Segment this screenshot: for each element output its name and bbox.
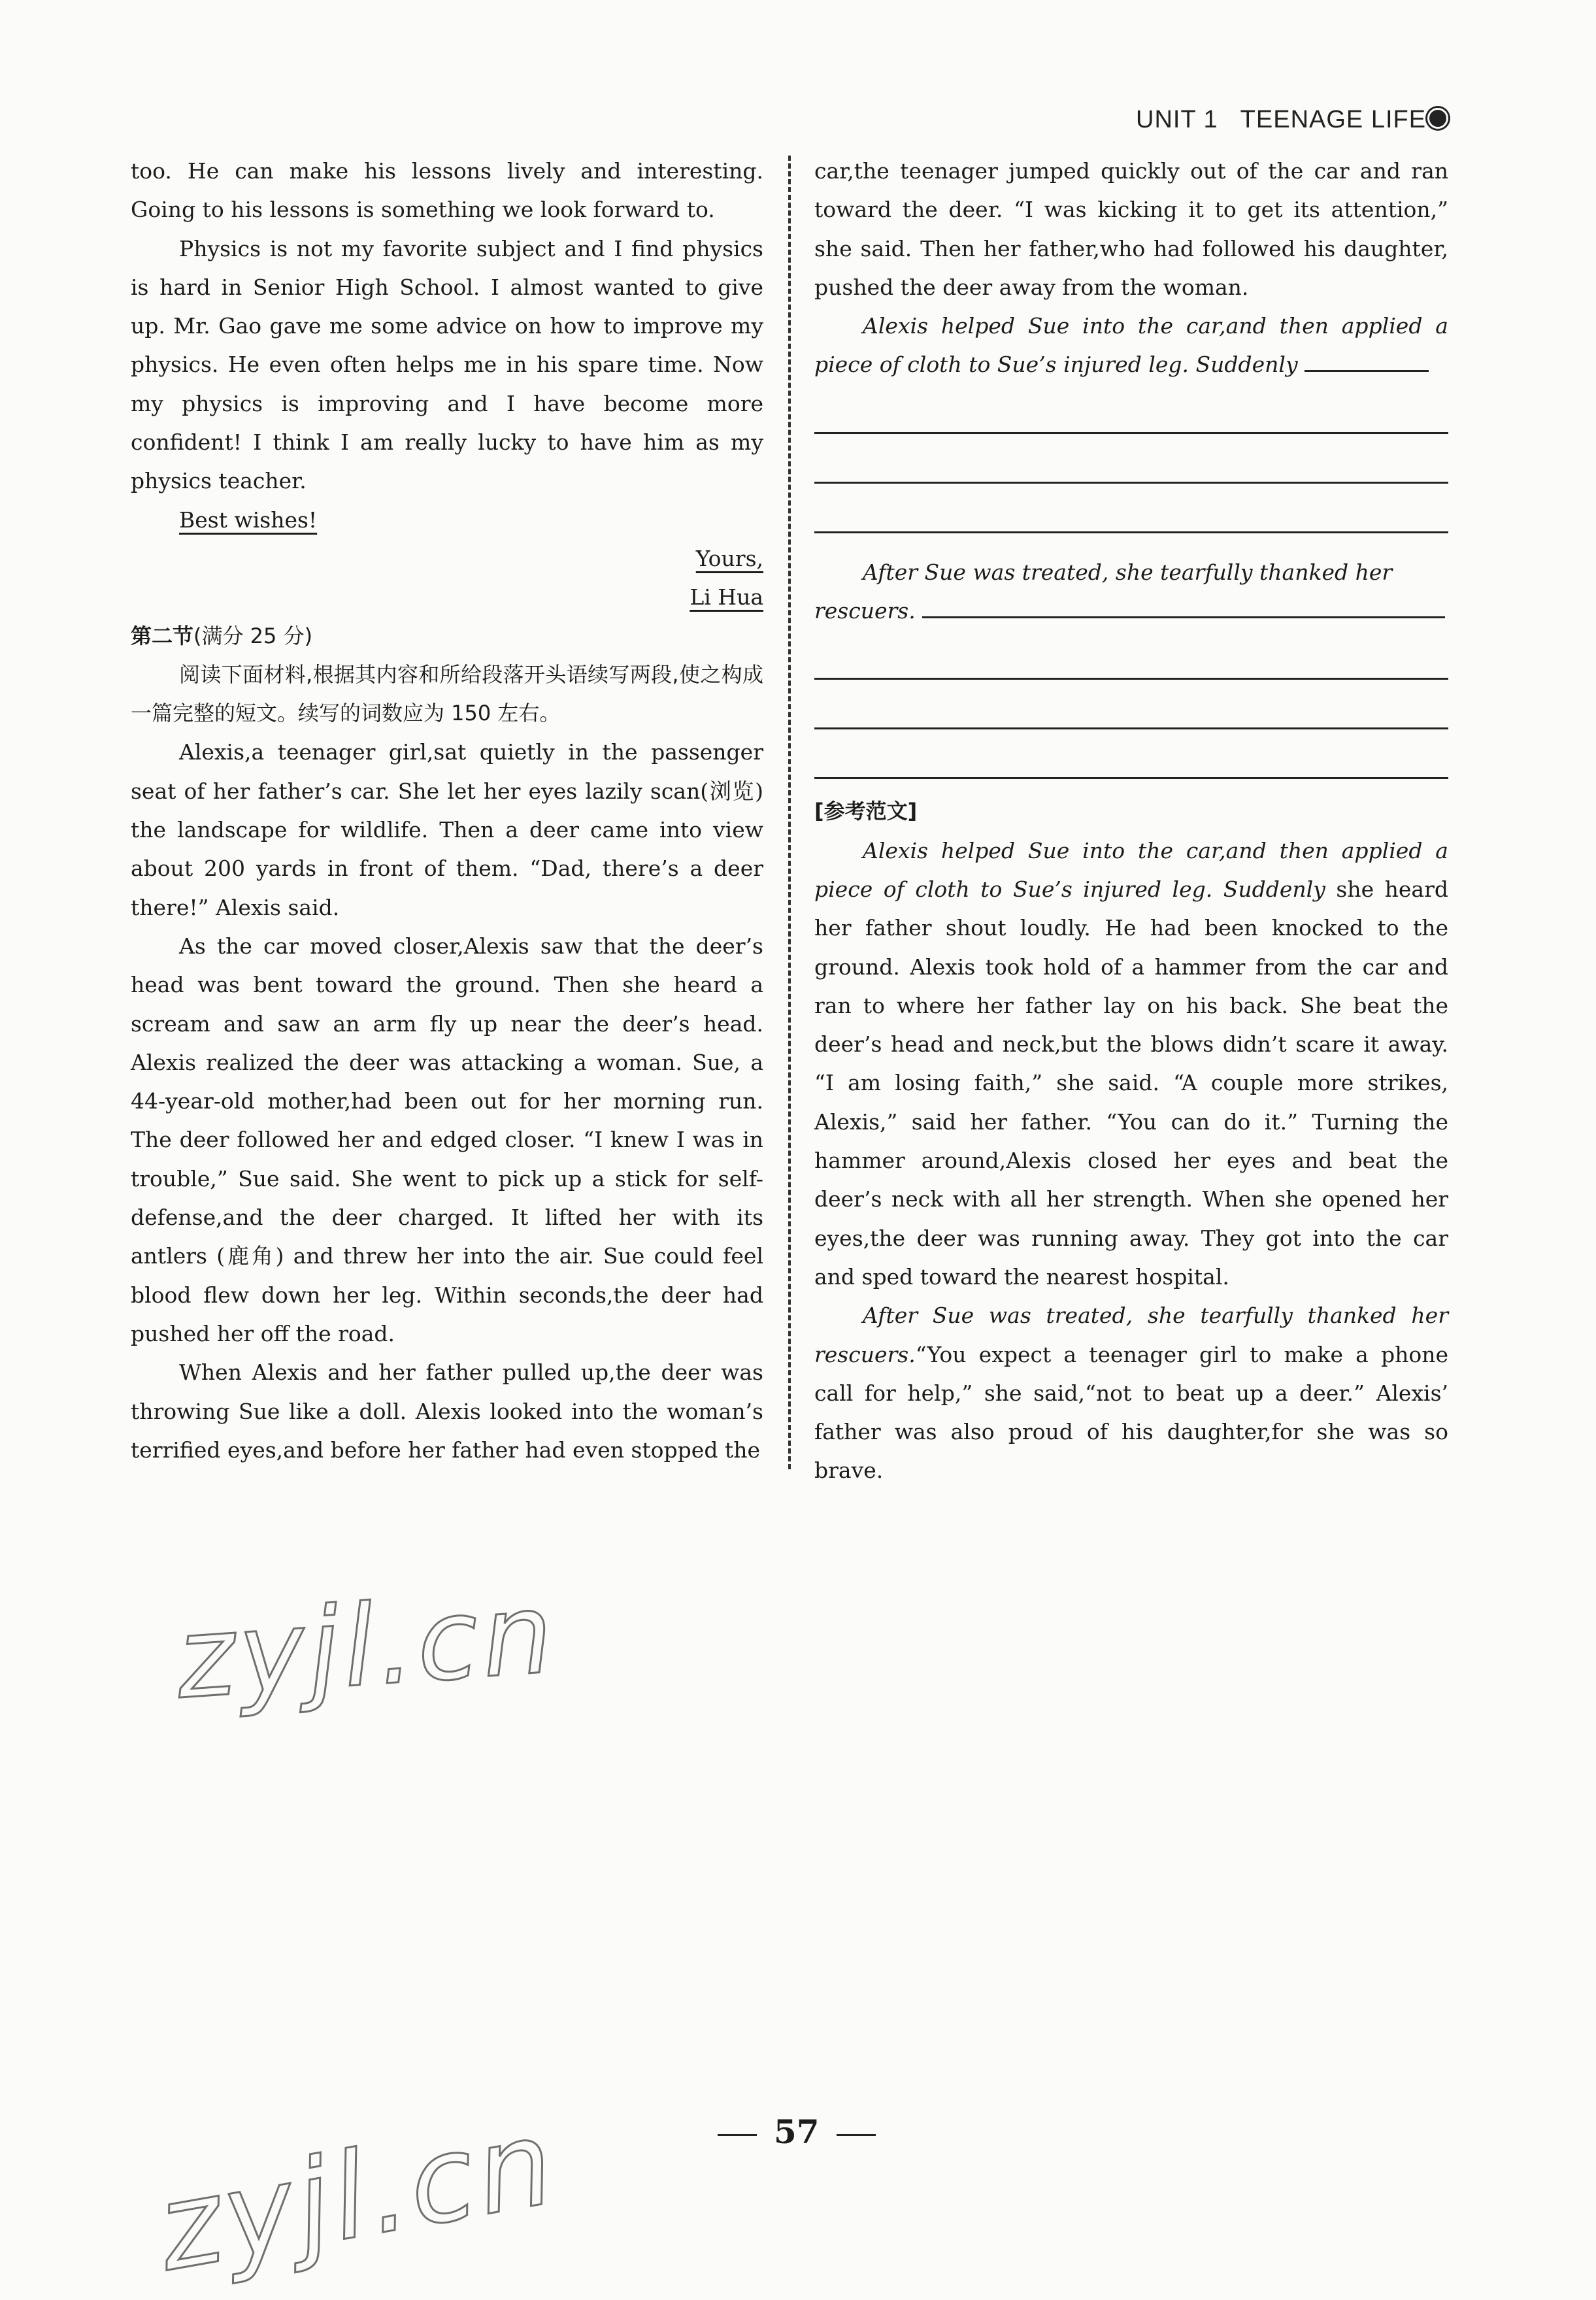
answer-line[interactable] xyxy=(814,482,1448,484)
letter-paragraph: Physics is not my favorite subject and I find physics is hard in Senior High School. I almost wanted to give up. Mr. Gao gave me some advice on how to improve my physics. He even often helps me in his spare time. Now my physics is improving and I have become more confident! I think I am really lucky to have him as my physics teacher. xyxy=(131,235,763,494)
answer-line[interactable] xyxy=(814,678,1448,680)
story-paragraph: As the car moved closer,Alexis saw that the deer’s head was bent toward the ground. Then she heard a scream and saw an arm fly up near the deer’s head. Alexis realized the deer was attacking a woman. Sue, a 44-year-old mother,had been out for her morning run. The deer followed her and edged closer. “I knew I was in trouble,” Sue said. She went to pick up a stick for self-defense,and the deer charged. It lifted her with its antlers (鹿角) and threw her into the air. Sue could feel blood flew down her leg. Within seconds,the deer had pushed her off the road. xyxy=(131,933,763,1346)
unit-label: UNIT 1 xyxy=(1136,106,1218,133)
continuation-prompt-end: rescuers. xyxy=(814,592,1448,630)
answer-blank[interactable] xyxy=(1305,352,1429,372)
story-paragraph: Alexis,a teenager girl,sat quietly in the passenger seat of her father’s car. She let her eyes lazily scan(浏览) the landscape for wildlife. Then a deer came into view about 200 yards in front of them. “Dad, there’s a deer there!” Alexis said. xyxy=(131,739,763,920)
letter-paragraph: too. He can make his lessons lively and interesting. Going to his lessons is something we look forward to. xyxy=(131,158,763,223)
section-title: 第二节(满分 25 分) xyxy=(131,623,313,648)
column-divider xyxy=(788,156,791,1469)
page-header xyxy=(1136,106,1448,134)
story-paragraph: When Alexis and her father pulled up,the deer was throwing Sue like a doll. Alexis looked into the woman’s terrified eyes,and before her father had even stopped the xyxy=(131,1359,763,1463)
answer-lines xyxy=(814,432,1448,533)
letter-yours: Yours, xyxy=(695,545,763,571)
page-number: 57 xyxy=(701,2112,893,2151)
bullet-icon xyxy=(1427,108,1448,129)
answer-blank[interactable] xyxy=(922,598,1445,618)
section-instruction: 阅读下面材料,根据其内容和所给段落开头语续写两段,使之构成一篇完整的短文。续写的词数应为 150 左右。 xyxy=(131,661,763,726)
letter-closing: Best wishes! xyxy=(179,507,318,533)
letter-signature: Li Hua xyxy=(690,584,763,610)
watermark: zyjl.cn xyxy=(148,2093,567,2298)
continuation-prompt: After Sue was treated, she tearfully thanked her xyxy=(863,559,1393,585)
answer-line[interactable] xyxy=(814,432,1448,434)
continuation-prompt: Alexis helped Sue into the car,and then applied a piece of cloth to Sue’s injured leg. Suddenly xyxy=(814,313,1448,378)
left-column xyxy=(131,152,763,1469)
watermark: zyjl.cn xyxy=(172,1568,561,1725)
reference-paragraph: Alexis helped Sue into the car,and then applied a piece of cloth to Sue’s injured leg. Suddenly she heard her father shout loudly. He had been knocked to the ground. Alexis took hold of a hammer from the car and ran to where her father lay on his back. She beat the deer’s head and neck,but the blows didn’t scare it away. “I am losing faith,” she said. “A couple more strikes, Alexis,” said her father. “You can do it.” Turning the hammer around,Alexis closed her eyes and beat the deer’s neck with all her strength. When she opened her eyes,the deer was running away. They got into the car and sped toward the nearest hospital. xyxy=(814,837,1448,1290)
right-column xyxy=(814,152,1448,1490)
story-paragraph: car,the teenager jumped quickly out of the car and ran toward the deer. “I was kicking it to get its attention,” she said. Then her father,who had followed his daughter, pushed the deer away from the woman. xyxy=(814,158,1448,300)
answer-line[interactable] xyxy=(814,531,1448,533)
answer-line[interactable] xyxy=(814,727,1448,729)
reference-label: [参考范文] xyxy=(814,799,918,824)
answer-lines xyxy=(814,678,1448,779)
reference-paragraph: After Sue was treated, she tearfully thanked her rescuers.“You expect a teenager girl to make a phone call for help,” she said,“not to beat up a deer.” Alexis’ father was also proud of his daughter,for she was so brave. xyxy=(814,1303,1448,1484)
answer-line[interactable] xyxy=(814,777,1448,779)
unit-title: TEENAGE LIFE xyxy=(1240,106,1427,133)
